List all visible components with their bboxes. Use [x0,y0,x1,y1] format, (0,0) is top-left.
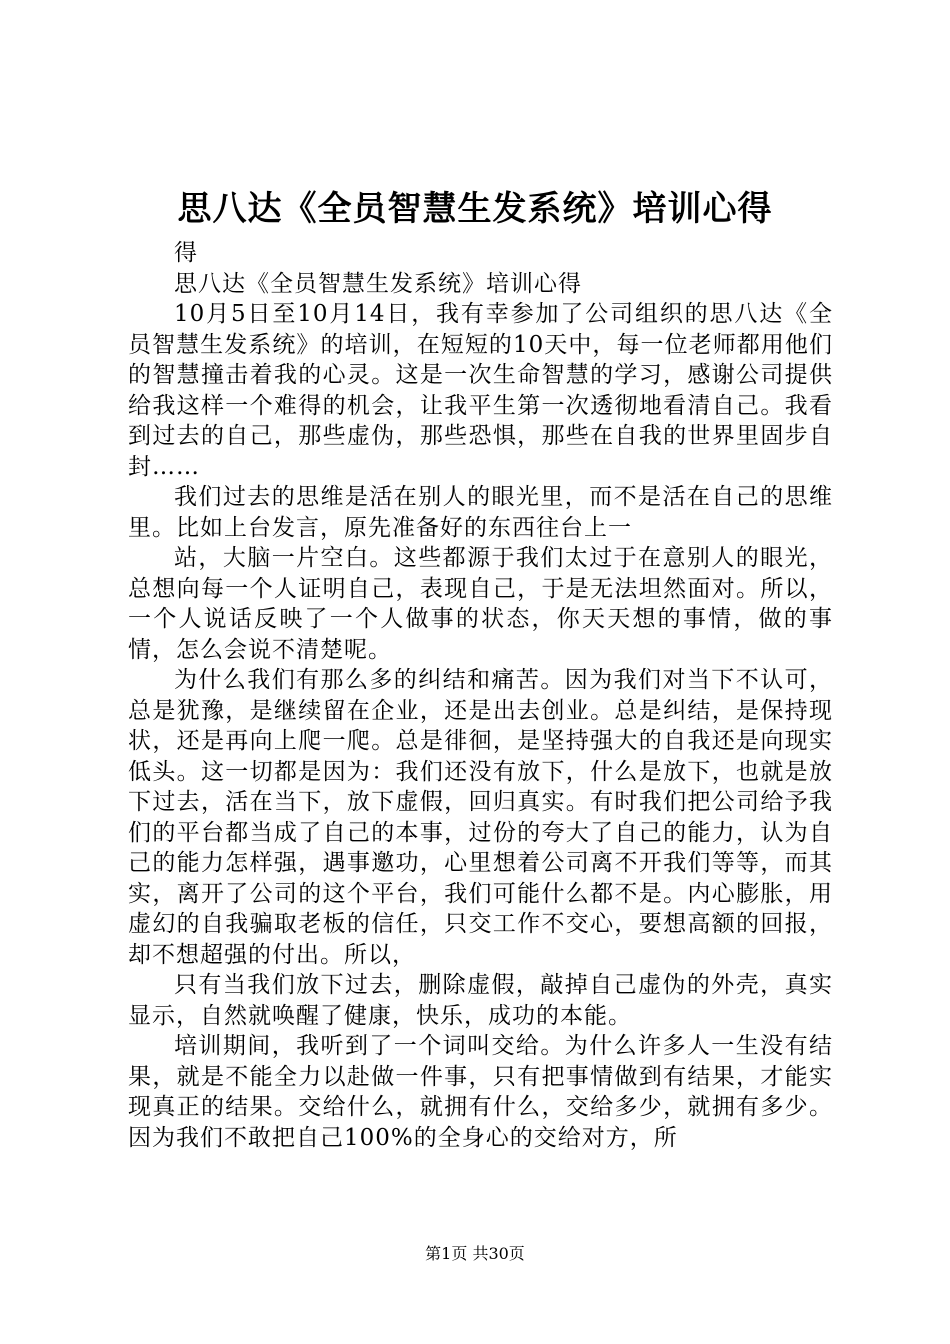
paragraph: 只有当我们放下过去，删除虚假，敲掉自己虚伪的外壳，真实显示，自然就唤醒了健康，快乐，成功的本能。 [128,972,833,1029]
paragraph: 培训期间，我听到了一个词叫交给。为什么许多人一生没有结果，就是不能全力以赴做一件事，只有把事情做到有结果，才能实现真正的结果。交给什么，就拥有什么，交给多少，就拥有多少。因为我们不敢把自己100%的全身心的交给对方，所 [128,1033,833,1151]
page-number-footer: 第1页 共30页 [425,1244,525,1263]
paragraph: 得 [174,240,198,266]
paragraph: 为什么我们有那么多的纠结和痛苦。因为我们对当下不认可，总是犹豫，是继续留在企业，还是出去创业。总是纠结，是保持现状，还是再向上爬一爬。总是徘徊，是坚持强大的自我还是向现实低头。这一切都是因为：我们还没有放下，什么是放下，也就是放下过去，活在当下，放下虚假，回归真实。有时我们把公司给予我们的平台都当成了自己的本事，过份的夸大了自己的能力，认为自己的能力怎样强，遇事邀功，心里想着公司离不开我们等等，而其实，离开了公司的这个平台，我们可能什么都不是。内心膨胀，用虚幻的自我骗取老板的信任，只交工作不交心，要想高额的回报，却不想超强的付出。所以， [128,667,833,968]
document-body [128,238,833,1153]
paragraph: 站，大脑一片空白。这些都源于我们太过于在意别人的眼光，总想向每一个人证明自己，表现自己，于是无法坦然面对。所以，一个人说话反映了一个人做事的状态，你天天想的事情，做的事情，怎么会说不清楚呢。 [128,545,833,663]
paragraph: 思八达《全员智慧生发系统》培训心得 [174,270,582,297]
paragraph: 我们过去的思维是活在别人的眼光里，而不是活在自己的思维里。比如上台发言，原先准备好的东西往台上一 [128,484,833,541]
paragraph: 10月5日至10月14日，我有幸参加了公司组织的思八达《全员智慧生发系统》的培训，在短短的10天中，每一位老师都用他们的智慧撞击着我的心灵。这是一次生命智慧的学习，感谢公司提供给我这样一个难得的机会，让我平生第一次透彻地看清自己。我看到过去的自己，那些虚伪，那些恐惧，那些在自我的世界里固步自封…… [128,301,833,480]
document-title: 思八达《全员智慧生发系统》培训心得 [177,189,773,229]
